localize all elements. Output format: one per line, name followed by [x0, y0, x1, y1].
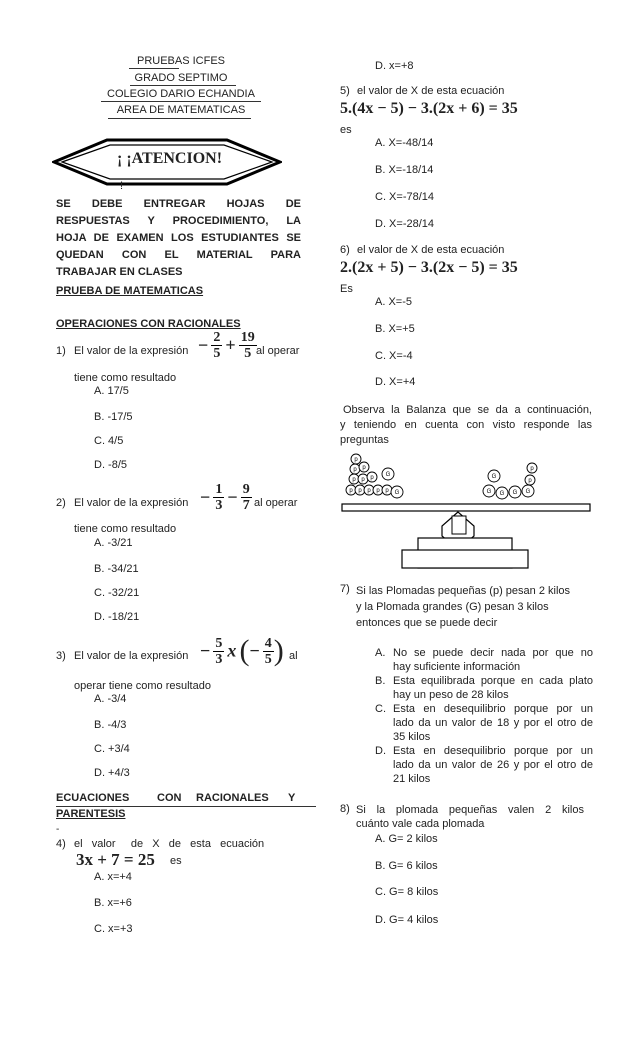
- expression: [200, 482, 252, 513]
- option-line: 21 kilos: [393, 773, 431, 785]
- attention-text: ¡ ¡ATENCION!: [117, 150, 223, 167]
- question-text: Si la plomada pequeñas valen 2 kilos: [356, 804, 584, 816]
- weight-label: p: [385, 488, 389, 494]
- weight-label: p: [367, 488, 371, 494]
- section-word: PARENTESIS: [56, 808, 126, 820]
- question-number: 6): [340, 244, 350, 256]
- weight-label: p: [358, 488, 362, 494]
- variable-x: x: [227, 640, 237, 661]
- option-line: Esta en desequilibrio porque por un: [393, 703, 593, 715]
- weight-label: G: [512, 490, 518, 496]
- expression: [200, 634, 284, 668]
- option-b[interactable]: B. X=-18/14: [375, 164, 434, 176]
- option-line: Esta equilibrada porque en cada plato: [393, 675, 593, 687]
- minus-sign: −: [200, 640, 211, 661]
- question-text: el valor de X de esta ecuación: [74, 838, 265, 850]
- section-word: CON: [157, 792, 182, 804]
- fraction: [213, 636, 224, 667]
- denominator: 3: [215, 498, 223, 513]
- question-text: entonces que se puede decir: [356, 617, 498, 629]
- question-number: 5): [340, 85, 350, 97]
- option-c[interactable]: C. x=+3: [94, 923, 133, 935]
- weight-label: G: [491, 474, 497, 480]
- balance-beam: [342, 504, 590, 511]
- option-d[interactable]: D. G= 4 kilos: [375, 914, 439, 926]
- weight-label: p: [352, 477, 356, 483]
- section-word: ECUACIONES: [56, 792, 130, 804]
- option-a[interactable]: A. X=-5: [375, 296, 412, 308]
- option-b[interactable]: [375, 674, 593, 702]
- option-a[interactable]: A. X=-48/14: [375, 137, 434, 149]
- option-b[interactable]: B. -17/5: [94, 411, 133, 423]
- minus-sign: −: [249, 640, 260, 661]
- option-a[interactable]: A. -3/4: [94, 693, 127, 705]
- question-number: 7): [340, 583, 350, 595]
- intro-line: y teniendo en cuenta con visto responde las: [340, 419, 592, 431]
- weight-label: G: [499, 491, 505, 497]
- option-c[interactable]: C. G= 8 kilos: [375, 886, 439, 898]
- header-line-2: GRADO SEPTIMO: [134, 72, 228, 84]
- option-b[interactable]: B. G= 6 kilos: [375, 860, 438, 872]
- option-line: No se puede decir nada por que no: [393, 647, 593, 659]
- option-c[interactable]: C. +3/4: [94, 743, 130, 755]
- equation: 3x + 7 = 25: [76, 850, 155, 869]
- option-letter: B.: [375, 675, 386, 687]
- notice-line: TRABAJAR EN CLASES: [56, 266, 183, 278]
- weight-label: p: [349, 488, 353, 494]
- question-text: el valor de X de esta ecuación: [357, 85, 505, 97]
- plus-sign: +: [225, 335, 236, 355]
- open-paren: (: [239, 634, 250, 667]
- section-title-operaciones: OPERACIONES CON RACIONALES: [56, 318, 241, 330]
- option-d[interactable]: D. X=-28/14: [375, 218, 435, 230]
- question-text-tail: al operar: [256, 345, 300, 357]
- option-line: hay suficiente información: [393, 661, 521, 673]
- minus-sign: −: [227, 487, 238, 507]
- option-b[interactable]: B. -34/21: [94, 563, 139, 575]
- option-line: hay un peso de 28 kilos: [393, 689, 509, 701]
- intro-line: preguntas: [340, 434, 389, 446]
- option-a[interactable]: A. G= 2 kilos: [375, 833, 438, 845]
- question-text: cuánto vale cada plomada: [356, 818, 485, 830]
- option-b[interactable]: B. x=+6: [94, 897, 132, 909]
- question-number: 3): [56, 650, 66, 662]
- numerator: 2: [213, 330, 221, 345]
- weight-label: p: [361, 477, 365, 483]
- question-number: 8): [340, 803, 350, 815]
- denominator: 5: [213, 346, 221, 361]
- weight-label: G: [394, 490, 400, 496]
- question-text: Si las Plomadas pequeñas (p) pesan 2 kilos: [356, 585, 571, 597]
- denominator: 3: [215, 651, 223, 667]
- option-d[interactable]: D. +4/3: [94, 767, 130, 779]
- notice-line: RESPUESTAS Y PROCEDIMIENTO, LA: [56, 215, 301, 227]
- weight-label: p: [353, 467, 357, 473]
- question-text-line2: operar tiene como resultado: [74, 680, 211, 692]
- denominator: 5: [244, 346, 252, 361]
- option-a[interactable]: A. 17/5: [94, 385, 129, 397]
- question-number: 4): [56, 838, 66, 850]
- option-letter: D.: [375, 745, 386, 757]
- numerator: 4: [264, 635, 272, 651]
- expression: [198, 330, 257, 361]
- option-c[interactable]: [375, 702, 593, 744]
- attention-trailing-mark: !: [120, 180, 124, 192]
- fraction: [241, 482, 252, 513]
- section-title-prueba: PRUEBA DE MATEMATICAS: [56, 285, 204, 297]
- numerator: 9: [242, 482, 250, 497]
- notice-line: HOJA DE EXAMEN LOS ESTUDIANTES SE: [56, 232, 301, 244]
- header-line-1: PRUEBAS ICFES: [136, 55, 226, 67]
- question-text-tail: Es: [340, 283, 353, 295]
- fraction: [213, 482, 224, 513]
- question-text-tail: es: [340, 124, 352, 136]
- section-word: RACIONALES: [196, 792, 269, 804]
- question-text: y la Plomada grandes (G) pesan 3 kilos: [356, 601, 549, 613]
- weight-label: G: [385, 472, 391, 478]
- weight-label: p: [354, 457, 358, 463]
- question-text-tail: al operar: [254, 497, 298, 509]
- question-number: 1): [56, 345, 66, 357]
- minus-sign: −: [200, 487, 211, 507]
- weight-label: G: [486, 489, 492, 495]
- option-letter: C.: [375, 703, 386, 715]
- equation: 2.(2x + 5) − 3.(2x − 5) = 35: [340, 259, 518, 276]
- question-text-line2: tiene como resultado: [74, 523, 177, 535]
- option-c[interactable]: C. X=-78/14: [375, 191, 435, 203]
- weight-label: p: [530, 466, 534, 472]
- option-line: lado da un valor de 18 y por el otro de: [393, 717, 593, 729]
- weight-label: p: [376, 488, 380, 494]
- notice-line: SE DEBE ENTREGAR HOJAS DE: [56, 198, 301, 210]
- option-d[interactable]: D. -18/21: [94, 611, 140, 623]
- header-line-4: AREA DE MATEMATICAS: [116, 104, 246, 116]
- numerator: 5: [215, 635, 223, 651]
- option-line: lado da un valor de 26 y por el otro de: [393, 759, 593, 771]
- option-a[interactable]: A. -3/21: [94, 537, 133, 549]
- option-c[interactable]: C. -32/21: [94, 587, 140, 599]
- fraction: [239, 330, 257, 361]
- question-text: El valor de la expresión: [74, 345, 189, 357]
- balance-intro: [340, 403, 592, 448]
- denominator: 7: [242, 498, 250, 513]
- numerator: 1: [215, 482, 223, 497]
- option-a[interactable]: [375, 646, 593, 674]
- option-b[interactable]: B. X=+5: [375, 323, 415, 335]
- option-a[interactable]: A. x=+4: [94, 871, 132, 883]
- option-d[interactable]: [375, 744, 593, 786]
- question-text-tail: es: [170, 855, 182, 867]
- option-d[interactable]: D. x=+8: [375, 60, 414, 72]
- denominator: 5: [264, 651, 272, 667]
- question-text: El valor de la expresión: [74, 497, 189, 509]
- intro-line: Observa la Balanza que se da a continuación,: [343, 404, 592, 416]
- minus-sign: −: [198, 335, 209, 355]
- notice-paragraph: [56, 196, 301, 281]
- option-b[interactable]: B. -4/3: [94, 719, 127, 731]
- option-c[interactable]: C. X=-4: [375, 350, 413, 362]
- close-paren: ): [273, 634, 284, 667]
- equation: 5.(4x − 5) − 3.(2x + 6) = 35: [340, 100, 518, 117]
- numerator: 19: [240, 330, 255, 345]
- weight-label: p: [370, 475, 374, 481]
- option-line: Esta en desequilibrio porque por un: [393, 745, 593, 757]
- option-line: 35 kilos: [393, 731, 431, 743]
- balance-scale-illustration: [340, 452, 596, 576]
- section-dash: -: [56, 824, 60, 835]
- fraction: [263, 636, 274, 667]
- weight-label: p: [528, 478, 532, 484]
- notice-line: QUEDAN CON EL MATERIAL PARA: [56, 249, 301, 261]
- header-line-3: COLEGIO DARIO ECHANDIA: [107, 88, 255, 100]
- option-c[interactable]: C. 4/5: [94, 435, 124, 447]
- weight-label: p: [362, 465, 366, 471]
- question-text: El valor de la expresión: [74, 650, 189, 662]
- weight-label: G: [525, 489, 531, 495]
- question-number: 2): [56, 497, 66, 509]
- question-text: el valor de X de esta ecuación: [357, 244, 505, 256]
- option-d[interactable]: D. X=+4: [375, 376, 416, 388]
- option-letter: A.: [375, 647, 386, 659]
- question-text-line2: tiene como resultado: [74, 372, 177, 384]
- question-text-tail: al: [289, 650, 298, 662]
- option-d[interactable]: D. -8/5: [94, 459, 128, 471]
- section-word: Y: [288, 792, 296, 804]
- fraction: [211, 330, 222, 361]
